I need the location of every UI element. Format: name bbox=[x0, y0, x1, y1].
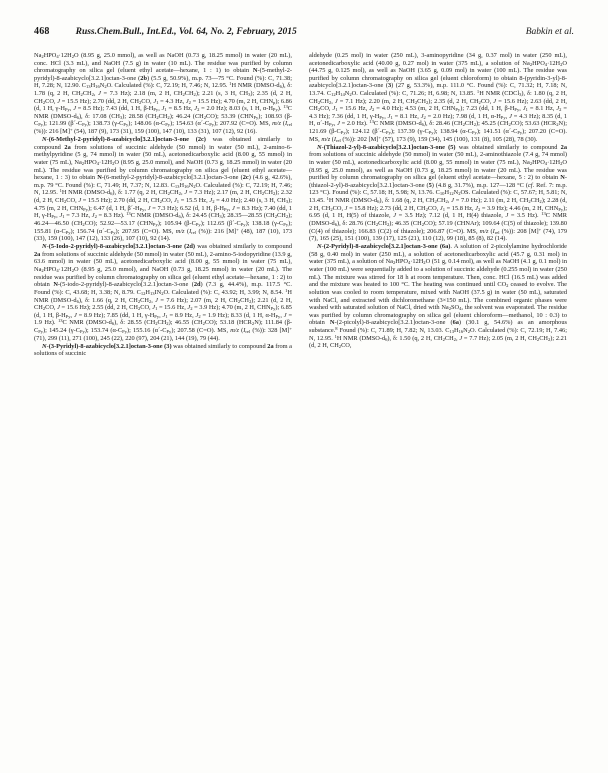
right-paragraph: aldehyde (0.25 mol) in water (250 mL), 3-aminopyridine (34 g, 0.37 mol) in water (250 mL), acetonedicarboxylic acid (40.00 g, 0.27 mol) in water (375 mL), a solution of $Na_2HPO_4\cdot 12H_2O$ (44.75 g, 0.125 mol), as well as NaOH (3.65 g, 0.09 mol) in water (100 mL). The residue was purified by column chromatography on silica gel (eluent chloroform) to obtain 8-(pyridin-3-yl)-8-azabicyclo[3.2.1]octan-3-one (3) (27 g, 53.3%), m.p. 111.0 °C. Found (%): C, 71.32; H, 7.18; N, 13.74. $C_{12}H_{14}N_2O$. Calculated (%): C, 71.26; H, 6.98; N, 13.85. $^1$H NMR (CDCl$_3$), δ: 1.80 (q, 2 H, $CH_2CH_2$, J = 7.1 Hz); 2.20 (m, 2 H, $CH_2CH_2$); 2.35 (d, 2 H, $CH_2CO$, J = 15.6 Hz); 2.63 (dd, 2 H, $CH_2CO$, $J_1 = 15.6$ Hz, $J_2 = 4.0$ Hz); 4.53 (m, 2 H, $CHN_{Py}$); 7.23 (dd, 1 H, $\beta-H_{Py}$, $J_1 = 8.1$ Hz, $J_2 = 4.3$ Hz); 7.36 (dd, 1 H, $\gamma-H_{Py}$, $J_1 = 8.1$ Hz, $J_2 = 2.0$ Hz); 7.98 (d, 1 H, $\alpha-H_{Py}$, J = 4.3 Hz); 8.35 (d, 1 H, $\alpha´-H_{Py}$, J = 2.0 Hz). $^{13}$C NMR $(DMSO-d_6)$, δ: 28.46 $(CH_2CH_2)$; 45.25 $(CH_2CO)$; 53.63 $(HCR_2N)$; 121.69 $(\beta-C_{Py})$; 124.12 $(\beta´-C_{Py})$; 137.39 $(\gamma-C_{Py})$; 138.94 $(\alpha-C_{Py})$; 141.51 $(\alpha´-C_{Py})$; 207.20 (C=O). MS, m/z ($I_{rel}$ (%)): 202 [M]+ (57), 173 (9), 159 (34), 145 (100), 131 (8), 105 (28), 78 (30). bbox=[309, 52, 567, 143]
left-paragraph: N-(3-Pyridyl)-8-azabicyclo[3.2.1]octan-3-one (3) was obtained similarly to compound 2a from a solutions of succinic bbox=[34, 342, 292, 358]
running-authors: Babkin et al. bbox=[525, 27, 574, 37]
page-number: 468 bbox=[34, 26, 50, 37]
right-paragraph: N-(Thiazol-2-yl)-8-azabicyclo[3.2.1]octan-3-one (5) was obtained similarly to compound 2a from solutions of succinic aldehyde (50 mmol) in water (50 mL), 2-aminothiazole (7.4 g, 74 mmol) in water (50 mL), acetonedicarboxylic acid (8.00 g, 55 mmol) in water (75 mL), $Na_2HPO_4\cdot 12H_2O$ (8.95 g, 25.0 mmol), as well as NaOH (0.73 g, 18.25 mmol) in water (20 mL). The residue was purified by column chromatography on silica gel (eluent ethyl acetate—hexane, 5 : 2) to obtain N-(thiazol-2-yl)-8-azabicyclo[3.2.1]octan-3-one (5) (4.8 g, 31.7%), m.p. 127—128 °C (cf. Ref. 7: m.p. 123 °C). Found (%): C, 57.18; H, 5.98; N, 13.76. $C_{10}H_{12}N_2OS$. Calculated (%): C, 57.67; H, 5.81; N, 13.45. $^1$H NMR $(DMSO-d_6)$, δ: 1.68 (q, 2 H, $CH_2CH_2$, J = 7.0 Hz); 2.11 (m, 2 H, $CH_2CH_2$); 2.28 (d, 2 H, $CH_2CO$, J = 15.8 Hz); 2.73 (dd, 2 H, $CH_2CO$, $J_1 = 15.8$ Hz, $J_2 = 3.9$ Hz); 4.46 (m, 2 H, $CHN_{Py}$); 6.95 (d, 1 H, H(5) of thiazole, J = 3.5 Hz); 7.12 (d, 1 H, H(4) thiazole, J = 3.5 Hz). $^{13}$C NMR $(DMSO-d_6)$, δ: 28.76 $(CH_2CH_2)$; 46.35 $(CH_2CO)$; 57.19 (CHNAr); 109.64 (C(5) of thiazole); 139.80 (C(4) of thiazole); 166.83 (C(2) of thiazole); 206.87 (C=O). MS, m/z ($I_{rel}$ (%)): 208 [M]+ (74), 179 (7), 165 (25), 151 (100), 139 (17), 125 (21), 110 (12), 99 (18), 85 (8), 82 (14). bbox=[309, 143, 567, 243]
journal-citation: Russ.Chem.Bull., Int.Ed., Vol. 64, No. 2, February, 2015 bbox=[75, 27, 297, 37]
body-columns bbox=[34, 52, 578, 755]
page-header bbox=[34, 26, 574, 42]
left-paragraph: N-(6-Methyl-2-pyridyl)-8-azabicyclo[3.2.1]octan-3-one (2c) was obtained similarly to compound 2a from solutions of succinic aldehyde (50 mmol) in water (50 mL), 2-amino-6-methylpyridine (5 g, 74 mmol) in water (50 mL), acetonedicarboxylic acid (8.00 g, 55 mmol) in water (75 mL), $Na_2HPO_4\cdot 12H_2O$ (8.95 g, 25.0 mmol), and NaOH (0.73 g, 18.25 mmol) in water (20 mL). The residue was purified by column chromatography on silica gel (eluent ethyl acetate—hexane, 1 : 3) to obtain N-(6-methyl-2-pyridyl)-8-azabicyclo[3.2.1]octan-3-one (2c) (4.6 g, 42.6%), m.p. 79 °C. Found (%): C, 71.49; H, 7.37; N, 12.83. $C_{13}H_{16}N_2O$. Calculated (%): C, 72.19; H, 7.46; N, 12.95. $^1$H NMR $(DMSO-d_6)$, δ: 1.77 (q, 2 H, $CH_2CH_2$, J = 7.3 Hz); 2.17 (m, 2 H, $CH_2CH_2$); 2.32 (d, 2 H, $CH_2CO$, J = 15.5 Hz); 2.70 (dd, 2 H, $CH_2CO$, $J_1 = 15.5$ Hz, $J_2 = 4.0$ Hz); 2.40 (s, 3 H, $CH_3$); 4.75 (m, 2 H, $CHN_{Py}$); 6.47 (d, 1 H, $\beta´-H_{Py}$, J = 7.3 Hz); 6.52 (d, 1 H, $\beta-H_{Py}$, J = 8.3 Hz); 7.40 (dd, 1 H, $\gamma-H_{Py}$, $J_1 = 7.3$ Hz, $J_2 = 8.3$ Hz). $^{13}$C NMR $(DMSO-d_6)$, δ: 24.45 $(CH_3)$; 28.35—28.55 $(CH_2CH_2)$; 46.24—46.50 $(CH_2CO)$; 52.92—53.17 $(CHN_{Py})$; 105.94 $(\beta-C_{Py})$; 112.65 $(\beta´-C_{Py})$; 138.18 $(\gamma-C_{Py})$; 155.81 $(\alpha-C_{Py})$; 156.74 $(\alpha´-C_{Py})$; 207.95 (C=O). MS, m/z ($I_{rel}$ (%)): 216 [M]+ (48), 187 (10), 173 (33), 159 (100), 147 (12), 133 (26), 107 (10), 92 (14). bbox=[34, 136, 292, 243]
left-column bbox=[34, 52, 292, 755]
left-paragraph: N-(5-Iodo-2-pyridyl)-8-azabicyclo[3.2.1]octan-3-one (2d) was obtained similarly to compound 2a from solutions of succinic aldehyde (50 mmol) in water (50 mL), 2-amino-5-iodopyridine (13.9 g, 63.6 mmol) in water (50 mL), acetonedicarboxylic acid (8.00 g, 55 mmol) in water (75 mL), $Na_2HPO_4\cdot 12H_2O$ (8.95 g, 25.0 mmol), and NaOH (0.73 g, 18.25 mmol) in water (20 mL). The residue was purified by column chromatography on silica gel (eluent ethyl acetate—hexane, 1 : 2) to obtain N-(5-iodo-2-pyridyl)-8-azabicyclo[3.2.1]octan-3-one (2d) (7.3 g, 44.4%), m.p. 117.5 °C. Found (%): C, 43.68; H, 3.38; N, 8.79. $C_{12}H_{13}IN_2O$. Calculated (%): C, 43.92; H, 3.99; N, 8.54. $^1$H NMR $(DMSO-d_6)$, δ: 1.66 (q, 2 H, $CH_2CH_2$, J = 7.6 Hz); 2.07 (m, 2 H, $CH_2CH_2$); 2.21 (d, 2 H, $CH_2CO$, J = 15.6 Hz); 2.55 (dd, 2 H, $CH_2CO$, $J_1 = 15.6$ Hz, $J_2 = 3.9$ Hz); 4.70 (m, 2 H, $CHN_{Py}$); 6.85 (d, 1 H, $\beta-H_{Py}$, J = 8.9 Hz); 7.85 (dd, 1 H, $\gamma-H_{Py}$, $J_1 = 8.9$ Hz, $J_2 = 1.9$ Hz); 8.33 (d, 1 H, $\alpha-H_{Py}$, J = 1.9 Hz). $^{13}$C NMR $(DMSO-d_6)$, δ: 28.55 $(CH_2CH_2)$; 46.55 $(CH_2CO)$; 53.18 $(HCR_2N)$; 111.84 $(\beta-C_{Py})$; 145.24 $(\gamma-C_{Py})$; 153.74 $(\alpha-C_{Py})$; 155.16 $(\alpha´-C_{Py})$; 207.58 (C=O). MS, m/z ($I_{rel}$ (%)): 328 [M]+ (71), 299 (11), 271 (100), 245 (22), 220 (97), 204 (21), 144 (19), 79 (44). bbox=[34, 243, 292, 342]
right-column bbox=[309, 52, 567, 755]
right-paragraph: N-(2-Pyridyl)-8-azabicyclo[3.2.1]octan-3-one (6a). A solution of 2-picolylamine hydrochloride (58 g, 0.40 mol) in water (250 mL), a solution of acetonedicarboxylic acid (45.7 g, 0.31 mol) in water (375 mL), a solution of $Na_2HPO_4\cdot 12H_2O$ (51 g, 0.14 mol), as well as NaOH (4.1 g, 0.1 mol) in water (100 mL) were sequentially added to a solution of succinic aldehyde (0.255 mol) in water (250 mL). The mixture was stirred for 18 h at room temperature. Then, conc. HCl (16.5 mL) was added and the mixture was heated to 100 °C. The heating was continued until $CO_2$ ceased to evolve. The solution was cooled to room temperature, mixed with NaOH (37.5 g) in water (50 mL), saturated with NaCl, and extracted with dichloromethane (3×150 mL). The combined organic phases were washed with saturated solution of NaCl, dried with $Na_2SO_4$, the solvent was evaporated. The residue was purified by column chromatography on silica gel (eluent chloroform—methanol, 10 : 0.3) to obtain N-(2-picolyl)-8-azabicyclo[3.2.1]octan-3-one (6a) (30.1 g, 54.6%) as an amorphous substance.$^8$ Found (%): C, 71.89; H, 7.82; N, 13.03. $C_{13}H_{16}N_2O$. Calculated (%): C, 72.19; H, 7.46; N, 12.95. $^1$H NMR $(DMSO-d_6)$, δ: 1.50 (q, 2 H, $CH_2CH_2$, J = 7.7 Hz); 2.05 (m, 2 H, $CH_2CH_2$); 2.21 (d, 2 H, $CH_2CO$, bbox=[309, 243, 567, 350]
left-paragraph: $Na_2HPO_4\cdot 12H_2O$ (8.95 g, 25.0 mmol), as well as NaOH (0.73 g, 18.25 mmol) in water (20 mL), conc. HCl (3.3 mL), and NaOH (7.5 g) in water (10 mL). The residue was purified by column chromatography on silica gel (eluent ethyl acetate—hexane, 1 : 1) to obtain N-(5-methyl-2-pyridyl)-8-azabicyclo[3.2.1]octan-3-one (2b) (5.5 g, 50.9%), m.p. 73—75 °C. Found (%): C, 71.38; H, 7.28; N, 12.90. $C_{13}H_{16}N_2O$. Calculated (%): C, 72.19; H, 7.46; N, 12.95. $^1$H NMR $(DMSO-d_6)$, δ: 1.78 (q, 2 H, $CH_2CH_2$, J = 7.3 Hz); 2.18 (m, 2 H, $CH_2CH_2$); 2.21 (s, 3 H, $CH_3$); 2.35 (d, 2 H, $CH_2CO$, J = 15.5 Hz); 2.70 (dd, 2 H, $CH_2CO$, $J_1 = 4.3$ Hz, $J_2 = 15.5$ Hz); 4.70 (m, 2 H, $CHN_p$); 6.86 (d, 1 H, $\gamma-H_{Py}$, J = 8.5 Hz); 7.43 (dd, 1 H, $\beta-H_{Py}$, $J_1 = 8.5$ Hz, $J_2 = 2.0$ Hz); 8.03 (s, 1 H, $\alpha-H_{Py}$). $^{13}$C NMR $(DMSO-d_6)$, δ: 17.08 $(CH_3)$; 28.58 $(CH_2CH_2)$; 46.24 $(CH_2CO)$; 53.39 $(CHN_{Py})$; 108.93 $(\beta-C_{Py})$; 121.99 $(\beta´-C_{Py})$; 138.73 $(\gamma-C_{Py})$; 148.06 $(\alpha-C_{Py})$; 154.63 $(\alpha´-C_{Py})$; 207.92 (C=O). MS, m/z ($I_{rel}$ (%)): 216 [M]+ (54), 187 (9), 173 (31), 159 (100), 147 (10), 133 (31), 107 (12), 92 (16). bbox=[34, 52, 292, 136]
